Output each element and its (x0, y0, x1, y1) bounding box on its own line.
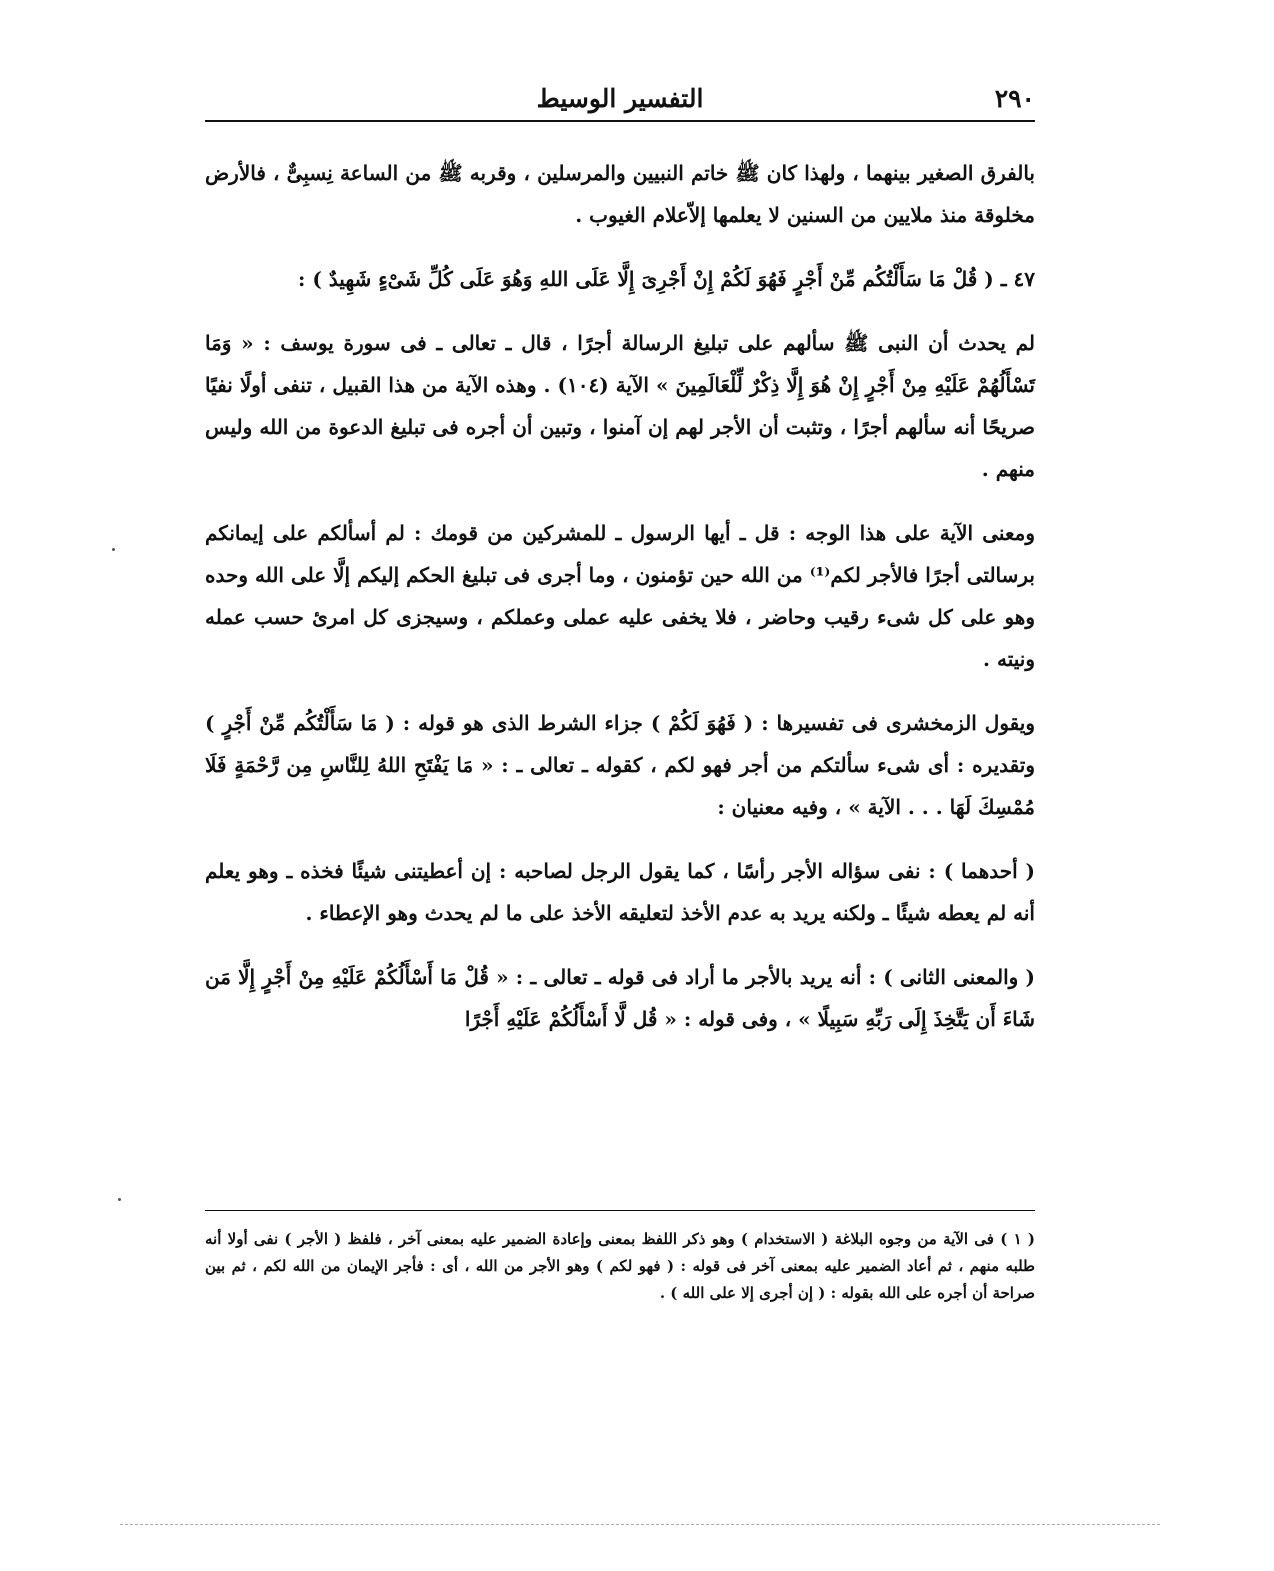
paragraph-2: لم يحدث أن النبى ﷺ سألهم على تبليغ الرسالة أجرًا ، قال ـ تعالى ـ فى سورة يوسف : « وَمَا تَسْأَلُهُمْ عَلَيْهِ مِنْ أَجْرٍ إِنْ هُوَ إِلَّا ذِكْرٌ لِّلْعَالَمِينَ » الآية (١٠٤) . وهذه الآية من هذا القبيل ، تنفى أولًا نفيًا صريحًا أنه سألهم أجرًا ، وتثبت أن الأجر لهم إن آمنوا ، وتبين أن أجره فى تبليغ الدعوة من الله وليس منهم . (205, 331, 1035, 481)
paragraph-3: ومعنى الآية على هذا الوجه : قل ـ أيها الرسول ـ للمشركين من قومك : لم أسألكم على إيمانكم برسالتى أجرًا فالأجر لكم⁽¹⁾ من الله حين تؤمنون ، وما أجرى فى تبليغ الحكم إليكم إلَّا على الله وحده وهو على كل شىء رقيب وحاضر ، فلا يخفى عليه عملى وعملكم ، وسيجزى كل امرئ حسب عمله ونيته . (205, 521, 1035, 671)
page (205, 80, 1035, 1031)
page-number: ٢٩٠ (994, 84, 1035, 113)
verse-47: ٤٧ ـ ( قُلْ مَا سَأَلْتُكُم مِّنْ أَجْرٍ فَهُوَ لَكُمْ إِنْ أَجْرِىَ إِلَّا عَلَى اللهِ وَهُوَ عَلَى كُلِّ شَىْءٍ شَهِيدٌ ) : (298, 267, 1035, 291)
paragraph-5: ( أحدهما ) : نفى سؤاله الأجر رأسًا ، كما يقول الرجل لصاحبه : إن أعطيتنى شيئًا فخذه ـ وهو يعلم أنه لم يعطه شيئًا ـ ولكنه يريد به عدم الأخذ لتعليقه الأخذ على ما لم يحدث وهو الإعطاء . (205, 859, 1035, 925)
paragraph-4: ويقول الزمخشرى فى تفسيرها : ( فَهُوَ لَكُمْ ) جزاء الشرط الذى هو قوله : ( مَا سَأَلْتُكُم مِّنْ أَجْرٍ ) وتقديره : أى شىء سألتكم من أجر فهو لكم ، كقوله ـ تعالى ـ : « مَا يَفْتَحِ اللهُ لِلنَّاسِ مِن رَّحْمَةٍ فَلَا مُمْسِكَ لَهَا . . . الآية » ، وفيه معنيان : (205, 711, 1035, 819)
scan-speck (118, 1198, 121, 1201)
paragraph-1: بالفرق الصغير بينهما ، ولهذا كان ﷺ خاتم النبيين والمرسلين ، وقربه ﷺ من الساعة نِسبِىٌّ ، فالأرض مخلوقة منذ ملايين من السنين لا يعلمها إلاّعلام الغيوب . (205, 161, 1035, 227)
running-title: التفسير الوسيط (536, 84, 704, 113)
scan-speck (112, 548, 115, 551)
paragraph-6: ( والمعنى الثانى ) : أنه يريد بالأجر ما أراد فى قوله ـ تعالى ـ : « قُلْ مَا أَسْأَلُكُمْ عَلَيْهِ مِنْ أَجْرٍ إِلَّا مَن شَاءَ أَن يَتَّخِذَ إِلَى رَبِّهِ سَبِيلًا » ، وفى قوله : « قُل لَّا أَسْأَلُكُمْ عَلَيْهِ أَجْرًا (205, 965, 1035, 1031)
page-header (205, 80, 1035, 122)
body-text (205, 152, 1035, 1040)
footnote-divider (205, 1210, 1035, 1211)
scan-edge-line (120, 1524, 1160, 1525)
footnote: ( ١ ) فى الآية من وجوه البلاغة ( الاستخدام ) وهو ذكر اللفظ بمعنى وإعادة الضمير عليه بمعنى آخر ، فلفظ ( الأجر ) نفى أولا أنه طلبه منهم ، ثم أعاد الضمير عليه بمعنى آخر فى قوله : ( فهو لكم ) وهو الأجر من الله ، أى : فأجر الإيمان من الله لكم ، ثم بين صراحة أن أجره على الله بقوله : ( إن أجرى إلا على الله ) . (205, 1230, 1035, 1302)
